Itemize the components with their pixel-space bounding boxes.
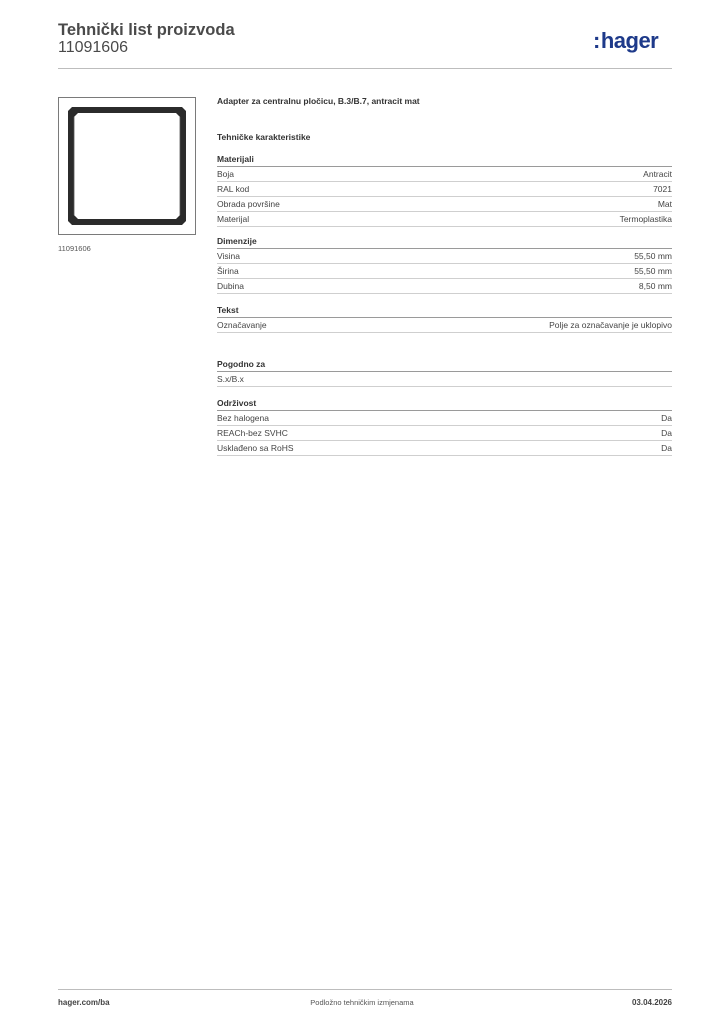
row-label: Visina [217,251,240,261]
section-materials [217,152,672,227]
table-row [217,197,672,212]
product-code: 11091606 [58,39,128,56]
row-label: Obrada površine [217,199,280,209]
logo-text: hager [600,28,659,53]
row-label: RAL kod [217,184,250,194]
table-row [217,167,672,182]
footer-note: Podložno tehničkim izmjenama [310,998,414,1007]
row-value: 8,50 mm [638,281,672,291]
row-label: Označavanje [217,320,267,330]
section-title: Dimenzije [217,234,672,249]
section-title: Pogodno za [217,357,672,372]
footer-date: 03.04.2026 [631,998,672,1007]
row-label: S.x/B.x [217,374,244,384]
row-label: Dubina [217,281,244,291]
table-row [217,441,672,456]
row-value: 55,50 mm [634,266,672,276]
table-row [217,279,672,294]
row-value: 7021 [653,184,672,194]
section-title: Održivost [217,396,672,411]
product-image [58,97,196,235]
product-details [217,94,672,456]
section-dimensions [217,234,672,294]
row-label: Boja [217,169,235,179]
hager-logo: :hager [593,28,659,53]
technical-characteristics-heading: Tehničke karakteristike [217,132,311,142]
table-row [217,212,672,227]
image-caption: 11091606 [58,244,91,253]
footer-divider [58,989,672,990]
table-row [217,318,672,333]
table-row [217,372,672,387]
row-label: Materijal [217,214,250,224]
table-row [217,249,672,264]
row-label: Bez halogena [217,413,269,423]
row-label: Usklađeno sa RoHS [217,443,294,453]
row-value: Antracit [643,169,672,179]
table-row [217,264,672,279]
section-title: Tekst [217,303,672,318]
row-value: Da [661,428,672,438]
section-title: Materijali [217,152,672,167]
row-label: Širina [217,266,239,276]
row-value: Da [661,413,672,423]
product-description: Adapter za centralnu pločicu, B.3/B.7, antracit mat [217,96,420,106]
section-sustainability [217,396,672,456]
row-value: Mat [657,199,672,209]
table-row [217,426,672,441]
footer-website-link[interactable]: hager.com/ba [58,998,110,1007]
section-suitable-for [217,357,672,387]
row-value: Polje za označavanje je uklopivo [549,320,672,330]
table-row [217,411,672,426]
row-label: REACh-bez SVHC [217,428,288,438]
row-value: 55,50 mm [634,251,672,261]
row-value: Termoplastika [619,214,672,224]
table-row [217,182,672,197]
document-title: Tehnički list proizvoda [58,21,235,39]
header-divider [58,68,672,69]
section-text [217,303,672,333]
row-value: Da [661,443,672,453]
